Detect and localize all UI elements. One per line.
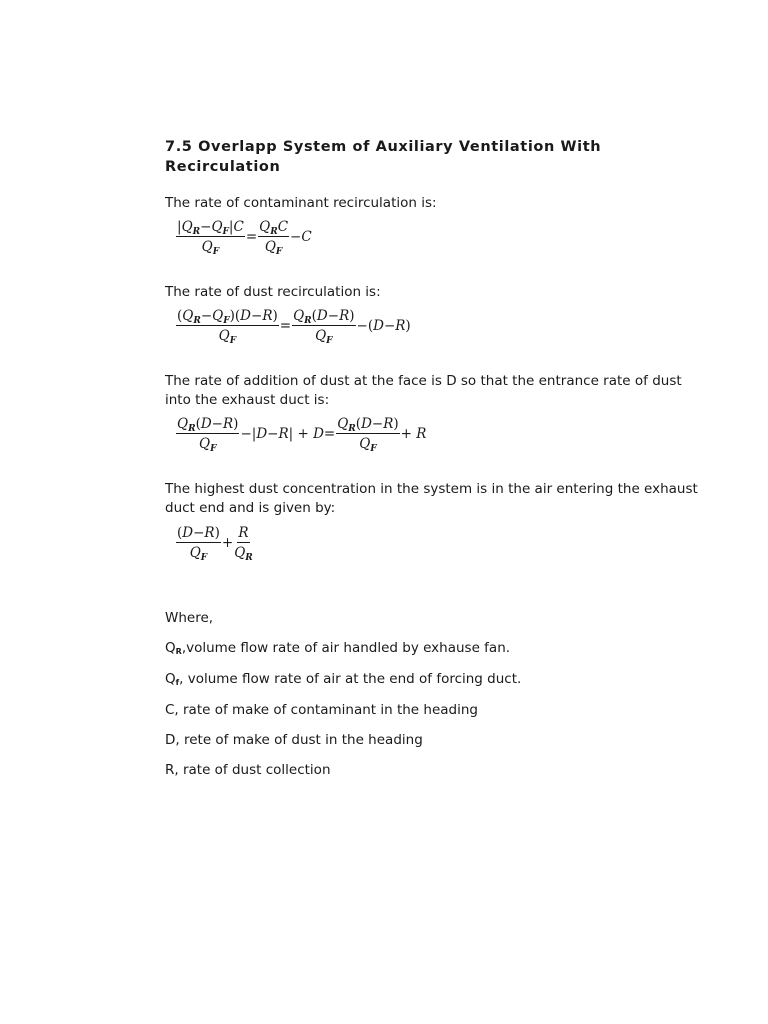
fraction: $\frac{|Q_R-Q_F|C}{Q_F}$ — [177, 219, 244, 257]
definition-text: , volume flow rate of air at the end of forcing duct. — [179, 671, 522, 687]
equation-contaminant-recirculation: $\frac{|Q_R-Q_F|C}{Q_F}$ = $\frac{Q_RC}{Q_F}$ −C — [177, 219, 312, 257]
definition-symbol: Q — [165, 640, 176, 656]
definition-subscript: R — [175, 647, 182, 656]
definition-qf — [165, 670, 705, 690]
equation-highest-concentration: $\frac{(D-R)}{Q_F}$ + $\frac{R}{Q_R}$ — [177, 525, 253, 563]
document-page — [165, 137, 705, 780]
definition-text: ,volume flow rate of air handled by exhause fan. — [181, 640, 511, 656]
paragraph-highest-concentration: The highest dust concentration in the system is in the air entering the exhaust duct end and is given by: — [165, 481, 698, 516]
fraction: $\frac{Q_R(D-R)}{Q_F}$ — [337, 416, 399, 454]
paragraph-dust-recirculation: The rate of dust recirculation is: — [165, 284, 381, 300]
where-label: Where, — [165, 610, 214, 626]
fraction: $\frac{Q_RC}{Q_F}$ — [259, 219, 289, 257]
section-heading: 7.5 Overlapp System of Auxiliary Ventilation With Recirculation — [165, 139, 602, 175]
paragraph-dust-addition: The rate of addition of dust at the face is D so that the entrance rate of dust into the exhaust duct is: — [165, 373, 682, 408]
fraction: $\frac{(D-R)}{Q_F}$ — [177, 525, 220, 563]
paragraph-contaminant-recirculation: The rate of contaminant recirculation is: — [165, 195, 437, 211]
definition-qr — [165, 639, 705, 659]
fraction: $\frac{R}{Q_R}$ — [234, 525, 253, 563]
equation-dust-recirculation: $\frac{(Q_R-Q_F)(D-R)}{Q_F}$ = $\frac{Q_R(D-R)}{Q_F}$ −(D−R) — [177, 308, 411, 346]
definition-c: C, rate of make of contaminant in the heading — [165, 702, 478, 718]
fraction: $\frac{Q_R(D-R)}{Q_F}$ — [177, 416, 239, 454]
definition-r: R, rate of dust collection — [165, 762, 331, 778]
definition-symbol: Q — [165, 671, 176, 687]
fraction: $\frac{(Q_R-Q_F)(D-R)}{Q_F}$ — [177, 308, 278, 346]
definition-subscript: f — [175, 678, 180, 687]
equation-dust-entrance-rate: $\frac{Q_R(D-R)}{Q_F}$ −|D−R| + D= $\frac{Q_R(D-R)}{Q_F}$ + R — [177, 416, 427, 454]
fraction: $\frac{Q_R(D-R)}{Q_F}$ — [293, 308, 355, 346]
definition-d: D, rete of make of dust in the heading — [165, 732, 423, 748]
